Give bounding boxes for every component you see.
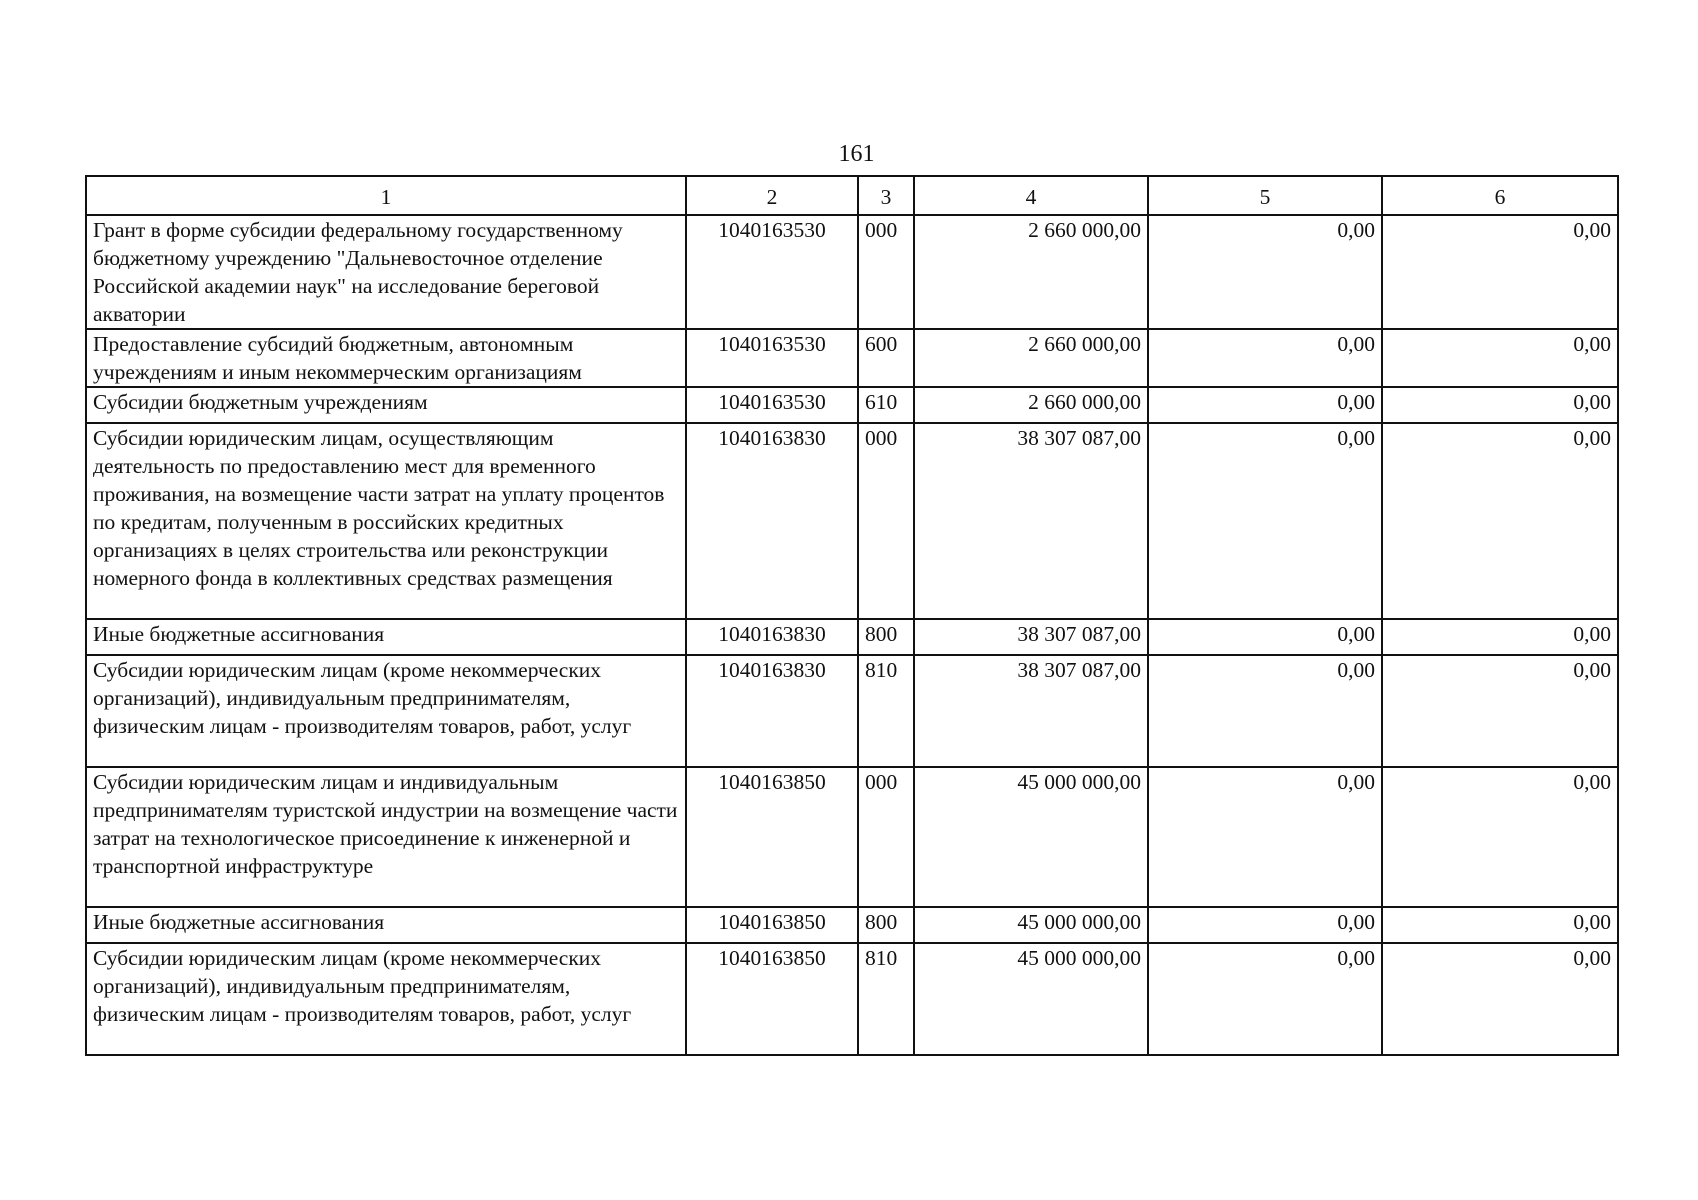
row-name: Субсидии юридическим лицам, осуществляющим деятельность по предоставлению мест для временного проживания, на возмещение части затрат на уплату процентов по кредитам, полученным в российских кредитных организациях в целях строительства или реконструкции номерного фонда в коллективных средствах размещения [86,423,686,619]
table-row [86,619,1618,655]
table-row [86,387,1618,423]
row-target-article: 1040163850 [686,907,858,943]
header-col-6: 6 [1382,176,1618,215]
row-amount-2: 0,00 [1148,215,1382,329]
header-col-4: 4 [914,176,1148,215]
row-amount-2: 0,00 [1148,943,1382,1055]
header-col-1: 1 [86,176,686,215]
row-amount-2: 0,00 [1148,423,1382,619]
table-row [86,329,1618,387]
row-expense-type: 810 [858,655,914,767]
row-amount-3: 0,00 [1382,655,1618,767]
row-amount-2: 0,00 [1148,619,1382,655]
row-target-article: 1040163850 [686,943,858,1055]
row-amount-3: 0,00 [1382,907,1618,943]
table-row [86,943,1618,1055]
row-target-article: 1040163530 [686,215,858,329]
row-amount-1: 38 307 087,00 [914,619,1148,655]
row-amount-2: 0,00 [1148,907,1382,943]
row-amount-2: 0,00 [1148,329,1382,387]
row-target-article: 1040163830 [686,619,858,655]
row-target-article: 1040163830 [686,423,858,619]
row-name: Субсидии юридическим лицам (кроме некоммерческих организаций), индивидуальным предпринимателям, физическим лицам - производителям товаров, работ, услуг [86,943,686,1055]
row-name: Иные бюджетные ассигнования [86,619,686,655]
row-name: Грант в форме субсидии федеральному государственному бюджетному учреждению "Дальневосточное отделение Российской академии наук" на исследование береговой акватории [86,215,686,329]
row-amount-1: 45 000 000,00 [914,943,1148,1055]
row-name: Предоставление субсидий бюджетным, автономным учреждениям и иным некоммерческим организациям [86,329,686,387]
row-expense-type: 800 [858,907,914,943]
table-row [86,423,1618,619]
row-amount-1: 45 000 000,00 [914,767,1148,907]
row-amount-1: 38 307 087,00 [914,423,1148,619]
row-amount-2: 0,00 [1148,655,1382,767]
row-target-article: 1040163530 [686,387,858,423]
row-amount-3: 0,00 [1382,943,1618,1055]
row-target-article: 1040163830 [686,655,858,767]
row-expense-type: 610 [858,387,914,423]
row-amount-3: 0,00 [1382,329,1618,387]
row-amount-1: 45 000 000,00 [914,907,1148,943]
row-name: Субсидии юридическим лицам и индивидуальным предпринимателям туристской индустрии на возмещение части затрат на технологическое присоединение к инженерной и транспортной инфраструктуре [86,767,686,907]
table-row [86,215,1618,329]
row-target-article: 1040163530 [686,329,858,387]
row-amount-3: 0,00 [1382,767,1618,907]
row-expense-type: 600 [858,329,914,387]
row-amount-3: 0,00 [1382,619,1618,655]
row-expense-type: 800 [858,619,914,655]
row-amount-3: 0,00 [1382,215,1618,329]
table-row [86,767,1618,907]
row-expense-type: 000 [858,215,914,329]
row-name: Субсидии юридическим лицам (кроме некоммерческих организаций), индивидуальным предпринимателям, физическим лицам - производителям товаров, работ, услуг [86,655,686,767]
row-name: Иные бюджетные ассигнования [86,907,686,943]
row-amount-3: 0,00 [1382,423,1618,619]
row-expense-type: 000 [858,767,914,907]
page-number: 161 [838,141,875,167]
row-amount-1: 38 307 087,00 [914,655,1148,767]
header-col-2: 2 [686,176,858,215]
table-row [86,907,1618,943]
header-col-5: 5 [1148,176,1382,215]
row-target-article: 1040163850 [686,767,858,907]
row-expense-type: 810 [858,943,914,1055]
row-expense-type: 000 [858,423,914,619]
row-name: Субсидии бюджетным учреждениям [86,387,686,423]
row-amount-1: 2 660 000,00 [914,215,1148,329]
row-amount-3: 0,00 [1382,387,1618,423]
table-row [86,655,1618,767]
header-row [86,176,1618,215]
row-amount-2: 0,00 [1148,387,1382,423]
header-col-3: 3 [858,176,914,215]
row-amount-1: 2 660 000,00 [914,387,1148,423]
row-amount-1: 2 660 000,00 [914,329,1148,387]
budget-table [85,175,1619,1056]
row-amount-2: 0,00 [1148,767,1382,907]
